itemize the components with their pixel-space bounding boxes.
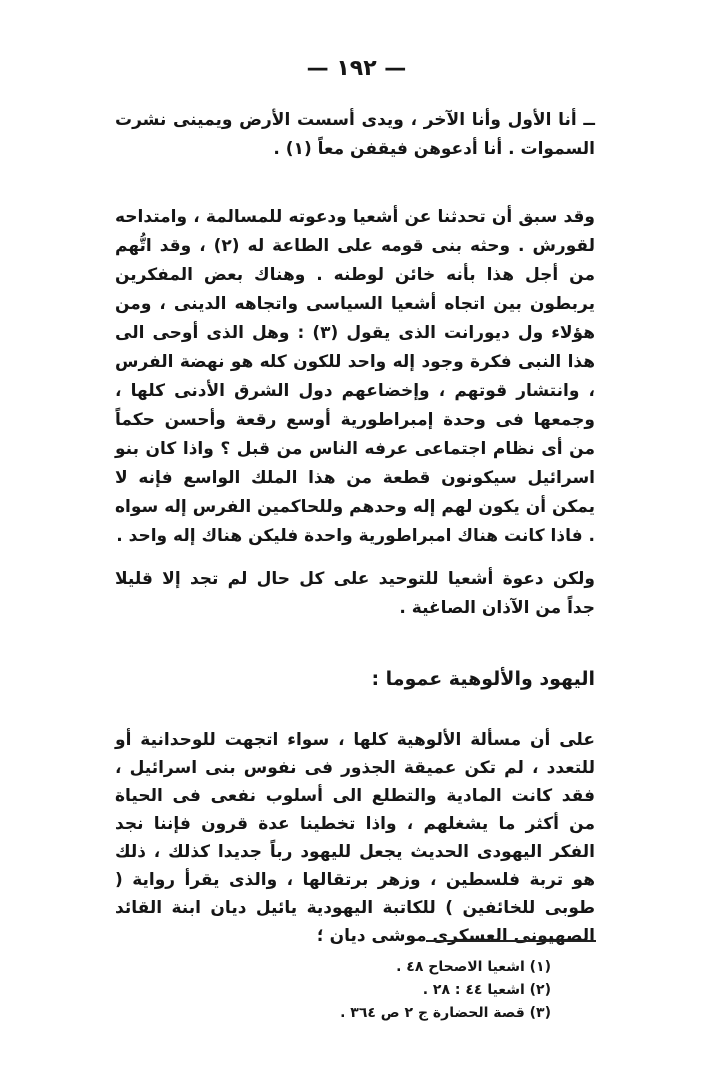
footnote-3: (٣) قصة الحضارة ج ٢ ص ٣٦٤ . (340, 1005, 551, 1021)
footnote-1: (١) اشعيا الاصحاح ٤٨ . (396, 959, 551, 975)
body-paragraph-isaiah: وقد سبق أن تحدثنا عن أشعيا ودعوته للمسالمة ، وامتداحه لقورش . وحثه بنى قومه على الطاعة له (٢) ، وقد اتُّهم من أجل هذا بأنه خائن لوطنه . وهناك بعض المفكرين يربطون بين اتجاه أشعيا السياسى واتجاهه الدينى ، ومن هؤلاء ول ديورانت الذى يقول (٣) : وهل الذى أوحى الى هذا النبى فكرة وجود إله واحد للكون كله هو نهضة الفرس ، وانتشار قوتهم ، وإخضاعهم دول الشرق الأدنى كلها ، وجمعها فى وحدة إمبراطورية أوسع رقعة وأحسن حكماً من أى نظام اجتماعى عرفه الناس من قبل ؟ واذا كان بنو اسرائيل سيكونون قطعة من هذا الملك الواسع فإنه لا يمكن أن يكون لهم إله وحدهم وللحاكمين الفرس إله سواه . فاذا كانت هناك امبراطورية واحدة فليكن هناك إله واحد . (115, 207, 595, 546)
page-number: — ١٩٢ — (306, 56, 407, 81)
body-paragraph-conclusion: ولكن دعوة أشعيا للتوحيد على كل حال لم تجد إلا قليلا جداً من الآذان الصاغية . (115, 569, 595, 618)
footnote-separator-rule (426, 940, 596, 942)
footnotes (291, 956, 551, 1025)
section-heading: اليهود والألوهية عموما : (371, 668, 595, 690)
verse-quote-paragraph: ــ أنا الأول وأنا الآخر ، ويدى أسست الأرض ويمينى نشرت السموات . أنا أدعوهن فيقفن معاً (١) . (115, 110, 595, 159)
section-paragraph: على أن مسألة الألوهية كلها ، سواء اتجهت للوحدانية أو للتعدد ، لم تكن عميقة الجذور فى نفوس بنى اسرائيل ، فقد كانت المادية والتطلع الى أسلوب نفعى فى الحياة من أكثر ما يشغلهم ، واذا تخطينا عدة قرون فإننا نجد الفكر اليهودى الحديث يجعل لليهود رباً جديدا كذلك ، ذلك هو تربة فلسطين ، وزهر برتقالها ، والذى يقرأ رواية ( طوبى للخائفين ) للكاتبة اليهودية يائيل ديان ابنة القائد الصهيونى العسكرى موشى ديان ؛ (115, 730, 595, 946)
footnote-2: (٢) اشعيا ٤٤ : ٢٨ . (422, 982, 551, 998)
